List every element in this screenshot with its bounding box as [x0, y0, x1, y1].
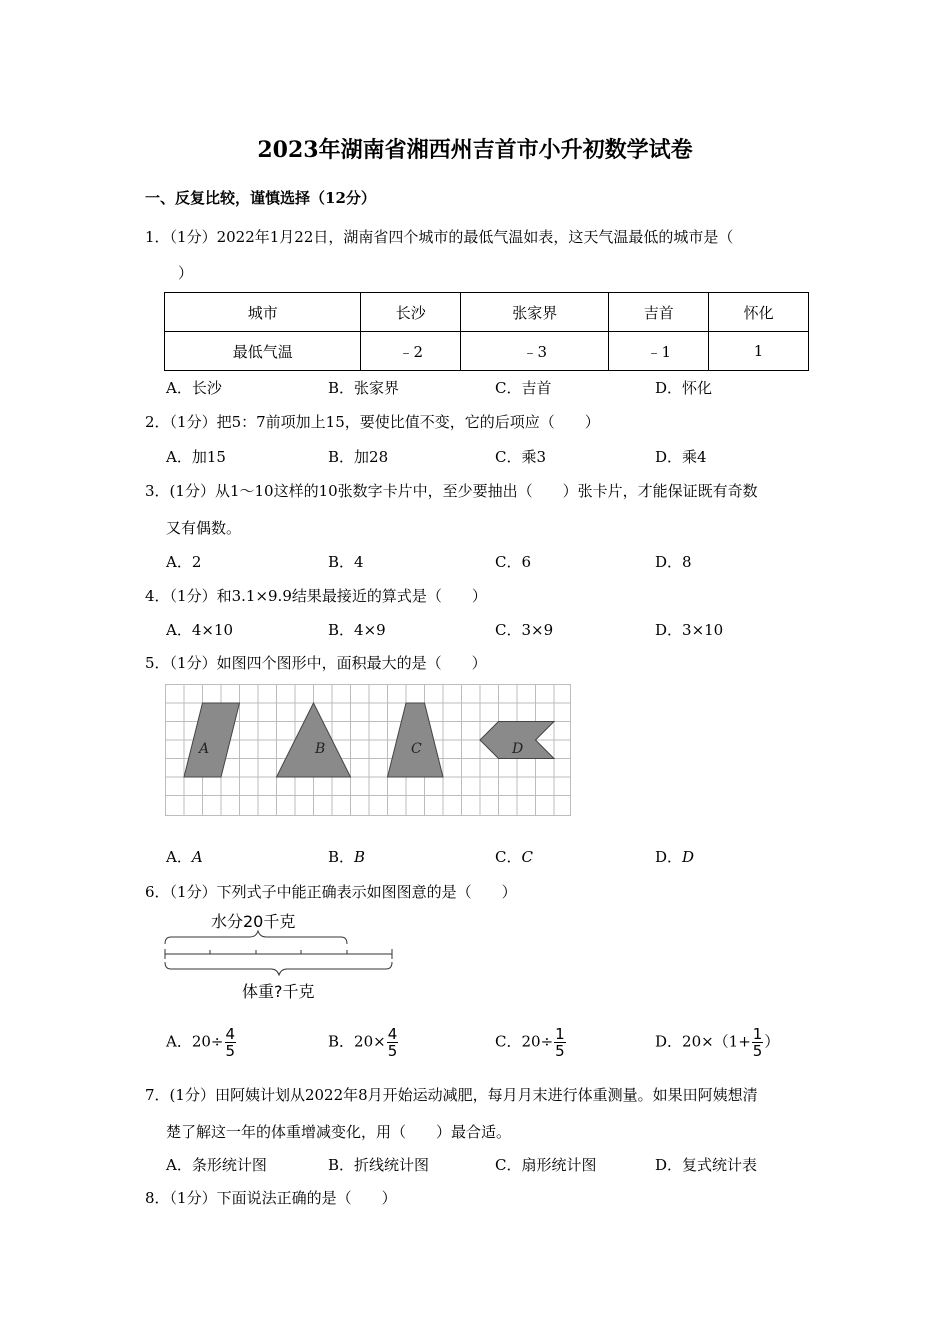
shape-label-c: C	[411, 741, 422, 757]
fraction-denominator: 5	[225, 1042, 236, 1060]
q7-option-b[interactable]: B．折线统计图	[328, 1156, 430, 1174]
section-heading: 一、反复比较，谨慎选择（12分）	[145, 189, 376, 207]
question-7-text-cont: 楚了解这一年的体重增减变化，用（ ）最合适。	[166, 1123, 512, 1141]
table-cell: ﹣1	[609, 332, 709, 371]
temperature-table	[164, 292, 809, 371]
table-header-cell: 吉首	[609, 293, 709, 332]
q6-option-c[interactable]	[495, 1026, 567, 1059]
table-cell: 最低气温	[165, 332, 361, 371]
question-2-text: 2．（1分）把5：7前项加上15，要使比值不变，它的后项应（ ）	[145, 413, 600, 431]
question-1-text-cont: ）	[178, 264, 194, 282]
question-5-text: 5．（1分）如图四个图形中，面积最大的是（ ）	[145, 654, 487, 672]
q3-option-b[interactable]: B．4	[328, 553, 364, 571]
question-6-text: 6．（1分）下列式子中能正确表示如图图意的是（ ）	[145, 883, 517, 901]
option-value: D	[682, 848, 695, 866]
q2-option-a[interactable]: A．加15	[166, 448, 226, 466]
option-prefix: D．	[655, 848, 683, 866]
segment-diagram	[162, 926, 398, 976]
shapes-grid-figure	[165, 684, 571, 816]
diagram-top-label: 水分20千克	[211, 912, 296, 931]
option-value: B	[354, 848, 366, 866]
q3-option-d[interactable]: D．8	[655, 553, 692, 571]
q5-option-c[interactable]	[495, 846, 533, 867]
option-prefix: D．20×（1+	[655, 1032, 751, 1051]
table-header-cell: 张家界	[461, 293, 609, 332]
q3-option-c[interactable]: C．6	[495, 553, 532, 571]
q6-option-d[interactable]	[655, 1026, 779, 1059]
fraction	[554, 1026, 566, 1059]
option-value: A	[191, 848, 203, 866]
option-prefix: C．20÷	[495, 1032, 554, 1051]
question-3-text: 3．(1分）从1～10这样的10张数字卡片中，至少要抽出（ ）张卡片，才能保证既有奇数	[145, 482, 758, 500]
shape-label-d: D	[512, 741, 524, 757]
q5-option-b[interactable]	[328, 846, 365, 867]
option-suffix: ）	[764, 1032, 780, 1051]
table-row	[165, 293, 809, 332]
q2-option-c[interactable]: C．乘3	[495, 448, 547, 466]
fraction	[752, 1026, 764, 1059]
question-7-text: 7．(1分）田阿姨计划从2022年8月开始运动减肥，每月月末进行体重测量。如果田阿姨想清	[145, 1086, 758, 1104]
fraction	[225, 1026, 237, 1059]
q4-option-b[interactable]: B．4×9	[328, 621, 386, 639]
question-4-text: 4．（1分）和3.1×9.9结果最接近的算式是（ ）	[145, 587, 487, 605]
table-header-cell: 城市	[165, 293, 361, 332]
option-prefix: B．20×	[328, 1032, 386, 1051]
q7-option-d[interactable]: D．复式统计表	[655, 1156, 758, 1174]
table-cell: ﹣2	[361, 332, 461, 371]
fraction-numerator: 4	[225, 1025, 236, 1043]
q1-option-b[interactable]: B．张家界	[328, 379, 400, 397]
fraction-denominator: 5	[752, 1042, 763, 1060]
q5-option-d[interactable]	[655, 846, 694, 867]
option-prefix: C．	[495, 848, 522, 866]
q1-option-c[interactable]: C．吉首	[495, 379, 552, 397]
q3-option-a[interactable]: A．2	[166, 553, 202, 571]
shape-label-b: B	[315, 741, 326, 757]
question-8-text: 8．（1分）下面说法正确的是（ ）	[145, 1189, 397, 1207]
q5-option-a[interactable]	[166, 846, 203, 867]
fraction-numerator: 1	[555, 1025, 565, 1043]
q6-option-a[interactable]	[166, 1026, 237, 1059]
table-header-cell: 怀化	[709, 293, 809, 332]
q7-option-a[interactable]: A．条形统计图	[166, 1156, 267, 1174]
fraction-numerator: 1	[752, 1025, 763, 1043]
fraction-denominator: 5	[555, 1042, 565, 1060]
option-prefix: A．	[166, 848, 192, 866]
fraction-denominator: 5	[387, 1042, 398, 1060]
q1-option-a[interactable]: A．长沙	[166, 379, 222, 397]
option-prefix: A．20÷	[166, 1032, 224, 1051]
q2-option-b[interactable]: B．加28	[328, 448, 389, 466]
top-brace	[165, 931, 347, 944]
q6-option-b[interactable]	[328, 1026, 399, 1059]
q7-option-c[interactable]: C．扇形统计图	[495, 1156, 597, 1174]
q4-option-c[interactable]: C．3×9	[495, 621, 554, 639]
table-row	[165, 332, 809, 371]
page-title: 2023年湖南省湘西州吉首市小升初数学试卷	[257, 137, 693, 163]
q4-option-a[interactable]: A．4×10	[166, 621, 234, 639]
diagram-bottom-label: 体重?千克	[242, 982, 315, 1001]
fraction-numerator: 4	[387, 1025, 398, 1043]
option-value: C	[521, 848, 533, 866]
question-3-text-cont: 又有偶数。	[166, 519, 242, 537]
option-prefix: B．	[328, 848, 355, 866]
table-header-cell: 长沙	[361, 293, 461, 332]
q2-option-d[interactable]: D．乘4	[655, 448, 707, 466]
table-cell: ﹣3	[461, 332, 609, 371]
fraction	[387, 1026, 399, 1059]
shape-label-a: A	[199, 741, 210, 757]
question-1-text: 1．（1分）2022年1月22日，湖南省四个城市的最低气温如表，这天气温最低的城市是（	[145, 228, 734, 246]
table-cell: 1	[709, 332, 809, 371]
q4-option-d[interactable]: D．3×10	[655, 621, 724, 639]
q1-option-d[interactable]: D．怀化	[655, 379, 713, 397]
bottom-brace	[165, 962, 392, 975]
